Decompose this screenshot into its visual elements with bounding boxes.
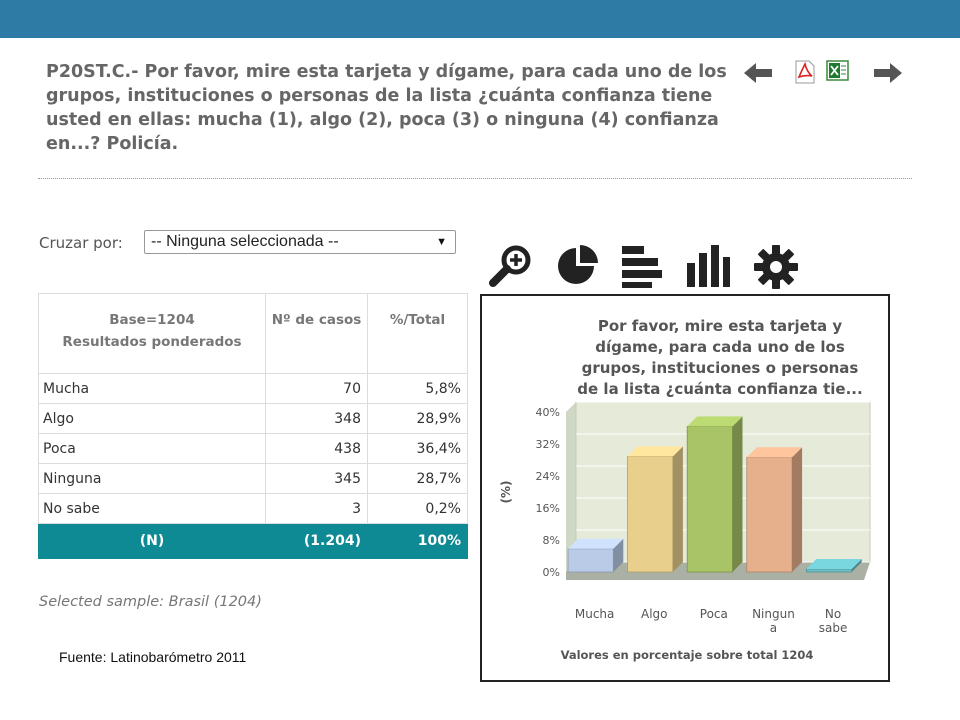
crosstab-label: Cruzar por: [39,234,123,252]
question-title: P20ST.C.- Por favor, mire esta tarjeta y dígame, para cada uno de los grupos, instituciones o personas de la lista ¿cuánta confianza tiene usted en ellas: mucha (1), algo (2), poca (3) o ninguna (4) confianza en...? Policía. [46,62,727,154]
chart-title-line: dígame, para cada uno de los [595,338,845,356]
total-pct: 100% [368,524,468,559]
x-tick-label: Ningun [752,607,795,621]
row-pct: 36,4% [368,434,468,464]
y-tick-label: 40% [535,406,560,419]
x-tick-label: Mucha [574,607,615,621]
table-row [39,464,468,494]
header-base-text: Base=1204 [109,312,195,328]
x-tick-label: Algo [640,607,668,621]
table-row [39,434,468,464]
row-pct: 5,8% [368,374,468,404]
x-tick-label: No [824,607,842,621]
table-header-row [39,294,468,374]
table-row [39,404,468,434]
chart-title-line: grupos, instituciones o personas [581,359,859,377]
top-bar [0,0,960,38]
row-label: Algo [39,404,266,434]
table-total-row [39,524,468,559]
zoom-in-icon[interactable] [488,243,534,289]
results-table [38,293,468,559]
excel-icon[interactable] [826,60,850,82]
chart-title-line: Por favor, mire esta tarjeta y [597,317,843,335]
row-pct: 28,7% [368,464,468,494]
gear-icon[interactable] [752,243,800,291]
bar [747,457,792,572]
arrow-left-icon[interactable] [744,62,774,84]
x-tick-label: Poca [699,607,728,621]
x-tick-label: sabe [818,621,848,635]
header-base [39,294,266,374]
chart-footnote: Valores en porcentaje sobre total 1204 [560,648,814,662]
bar-side [792,447,802,572]
selected-sample: Selected sample: Brasil (1204) [39,594,262,610]
pie-chart-icon[interactable] [554,243,600,289]
bar [568,549,613,572]
total-cases: (1.204) [266,524,368,559]
total-label: (N) [39,524,266,559]
y-axis-label: (%) [499,480,513,504]
crosstab-select[interactable] [144,230,456,254]
bar-side [673,446,683,572]
horizontal-bar-chart-icon[interactable] [620,243,664,289]
y-tick-label: 32% [535,438,560,451]
table-row [39,374,468,404]
y-tick-label: 0% [542,566,560,579]
row-label: Mucha [39,374,266,404]
header-cases: Nº de casos [266,294,368,374]
header-total: %/Total [368,294,468,374]
crosstab-selected-value: -- Ninguna seleccionada -- [151,233,339,250]
bar-side [732,416,742,572]
chart-title-line: de la lista ¿cuánta confianza tie... [577,380,863,398]
y-tick-label: 16% [535,502,560,515]
row-label: Ninguna [39,464,266,494]
pdf-icon[interactable] [794,60,816,84]
row-cases: 438 [266,434,368,464]
row-label: No sabe [39,494,266,524]
x-tick-label: a [769,621,778,635]
bar [806,569,851,572]
row-cases: 348 [266,404,368,434]
row-cases: 345 [266,464,368,494]
row-pct: 28,9% [368,404,468,434]
row-cases: 3 [266,494,368,524]
chart-panel [480,294,890,682]
chevron-down-icon: ▼ [436,236,447,248]
bar [628,456,673,572]
table-row [39,494,468,524]
y-tick-label: 24% [535,470,560,483]
row-cases: 70 [266,374,368,404]
bar-chart [482,296,888,680]
row-label: Poca [39,434,266,464]
source-note: Fuente: Latinobarómetro 2011 [59,649,247,665]
header-weighted-text: Resultados ponderados [62,334,242,350]
arrow-right-icon[interactable] [872,62,902,84]
bar [687,426,732,572]
row-pct: 0,2% [368,494,468,524]
vertical-bar-chart-icon[interactable] [685,243,731,289]
divider [38,178,912,179]
y-tick-label: 8% [542,534,560,547]
